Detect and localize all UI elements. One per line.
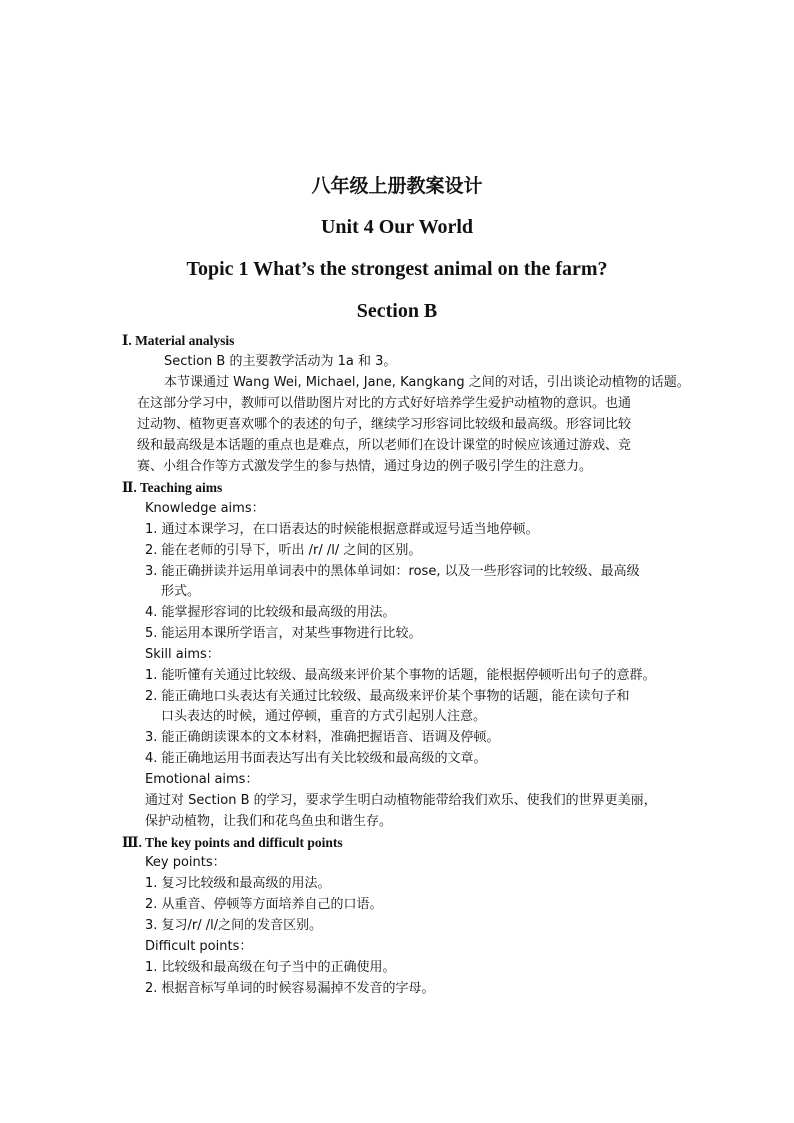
knowledge-aim-item: 5. 能运用本课所学语言，对某些事物进行比较。: [145, 626, 422, 641]
key-points-label: Key points：: [145, 855, 226, 870]
key-point-item: 2. 从重音、停顿等方面培养自己的口语。: [145, 897, 383, 912]
knowledge-aim-item-continued: 形式。: [161, 584, 201, 599]
emotional-aim-line: 通过对 Section B 的学习，要求学生明白动植物能带给我们欢乐、使我们的世界更美丽，: [145, 793, 657, 808]
key-point-item: 1. 复习比较级和最高级的用法。: [145, 876, 331, 891]
skill-aim-item: 1. 能听懂有关通过比较级、最高级来评价某个事物的话题，能根据停顿听出句子的意群。: [145, 668, 656, 683]
difficult-point-item: 1. 比较级和最高级在句子当中的正确使用。: [145, 960, 396, 975]
material-paragraph-2-line: 级和最高级是本话题的重点也是难点，所以老师们在设计课堂的时候应该通过游戏、竞: [137, 438, 632, 453]
material-analysis-heading: Ⅰ. Material analysis: [122, 333, 235, 348]
key-point-item: 3. 复习/r/ /l/之间的发音区别。: [145, 918, 323, 933]
topic-title: Topic 1 What’s the strongest animal on the farm?: [186, 258, 608, 280]
difficult-points-label: Difficult points：: [145, 939, 253, 954]
material-paragraph-2-line: 过动物、植物更喜欢哪个的表述的句子，继续学习形容词比较级和最高级。形容词比较: [137, 417, 632, 432]
skill-aim-item-continued: 口头表达的时候，通过停顿，重音的方式引起别人注意。: [161, 709, 487, 724]
section-title: Section B: [356, 300, 438, 322]
knowledge-aim-item: 1. 通过本课学习，在口语表达的时候能根据意群或逗号适当地停顿。: [145, 522, 539, 537]
material-paragraph-1: Section B 的主要教学活动为 1a 和 3。: [164, 354, 397, 369]
skill-aim-item: 4. 能正确地运用书面表达写出有关比较级和最高级的文章。: [145, 751, 487, 766]
knowledge-aims-label: Knowledge aims：: [145, 501, 265, 516]
skill-aim-item: 3. 能正确朗读课本的文本材料，准确把握语音、语调及停顿。: [145, 730, 500, 745]
teaching-aims-heading: Ⅱ. Teaching aims: [122, 480, 223, 495]
material-paragraph-2-line: 本节课通过 Wang Wei, Michael, Jane, Kangkang 之间的对话，引出谈论动植物的话题。: [164, 375, 690, 390]
key-points-heading: Ⅲ. The key points and difficult points: [122, 835, 343, 850]
knowledge-aim-item: 2. 能在老师的引导下，听出 /r/ /l/ 之间的区别。: [145, 543, 422, 558]
material-paragraph-2-line: 在这部分学习中，教师可以借助图片对比的方式好好培养学生爱护动植物的意识。也通: [137, 396, 632, 411]
skill-aim-item: 2. 能正确地口头表达有关通过比较级、最高级来评价某个事物的话题，能在读句子和: [145, 689, 630, 704]
difficult-point-item: 2. 根据音标写单词的时候容易漏掉不发音的字母。: [145, 981, 435, 996]
material-paragraph-2-line: 赛、小组合作等方式激发学生的参与热情，通过身边的例子吸引学生的注意力。: [137, 459, 593, 474]
emotional-aim-line: 保护动植物，让我们和花鸟鱼虫和谐生存。: [145, 814, 393, 829]
unit-title: Unit 4 Our World: [320, 216, 474, 238]
knowledge-aim-item: 4. 能掌握形容词的比较级和最高级的用法。: [145, 605, 396, 620]
knowledge-aim-item: 3. 能正确拼读并运用单词表中的黑体单词如：rose, 以及一些形容词的比较级、最高级: [145, 564, 640, 579]
emotional-aims-label: Emotional aims：: [145, 772, 259, 787]
document-title: 八年级上册教案设计: [311, 175, 483, 197]
skill-aims-label: Skill aims：: [145, 647, 220, 662]
